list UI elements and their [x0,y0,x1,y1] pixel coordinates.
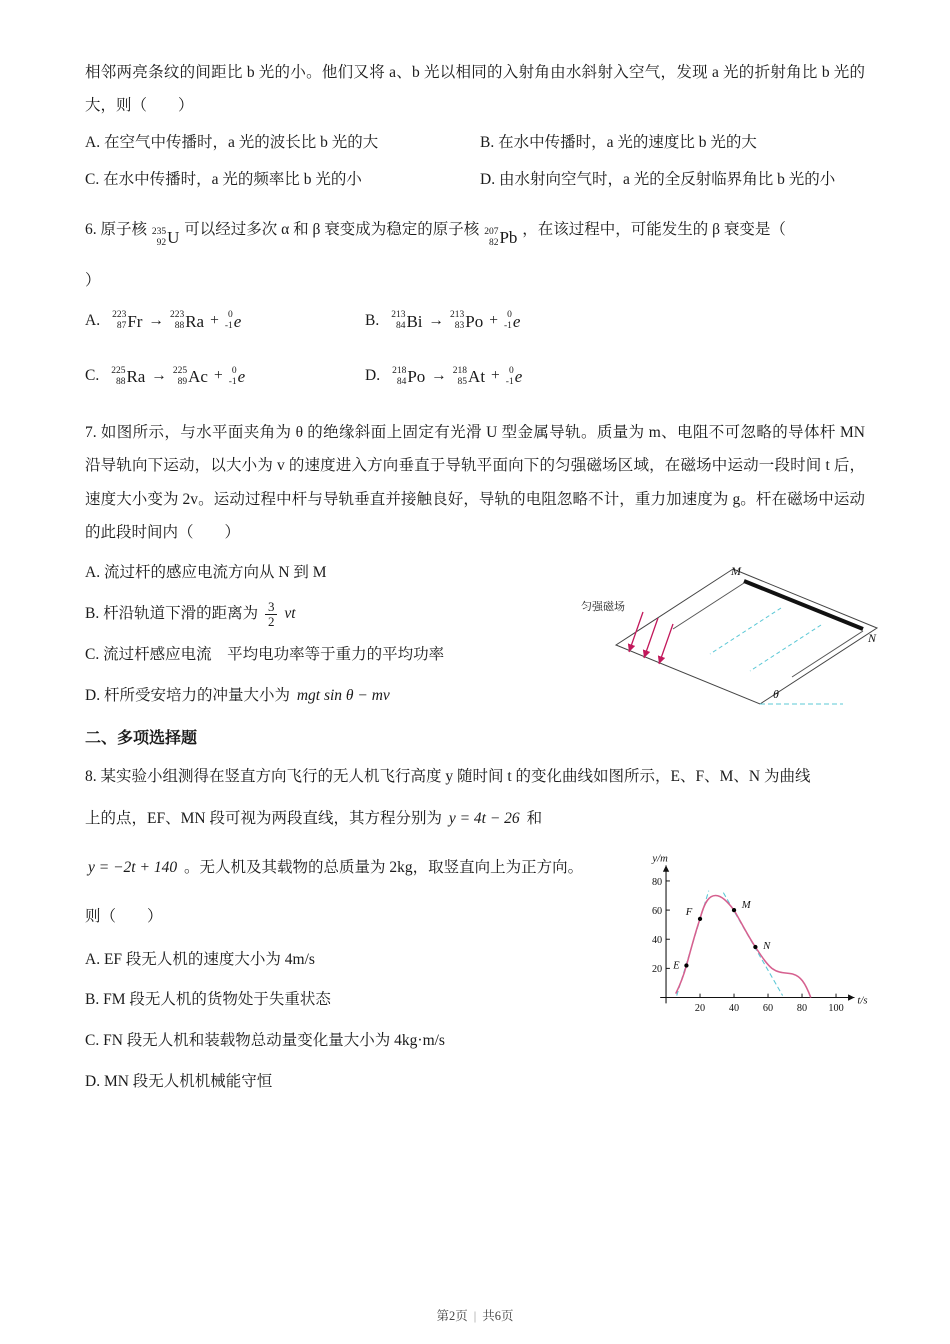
atomic-number: -1 [504,321,512,332]
q5-options [85,131,865,194]
element-symbol: U [167,227,180,247]
element-symbol: At [468,366,486,386]
y-tick-label: 80 [651,877,663,889]
page-content [85,56,877,1107]
y-tick-label: 60 [651,906,663,918]
point-n-label: N [763,940,771,953]
arrow: → [431,367,447,385]
x-tick-label: 100 [828,1003,844,1015]
fraction-numerator: 3 [265,600,278,615]
q7-figure [581,562,883,724]
point-n [753,945,757,949]
plus: + [489,311,498,329]
q6-option-b [365,308,865,335]
footer-divider: | [473,1309,477,1323]
field-arrow [659,624,673,664]
atomic-number: -1 [505,376,514,387]
element-symbol: e [233,311,242,331]
x-tick-label: 80 [796,1003,808,1015]
y-ticks [652,877,670,975]
label-m: M [731,564,741,579]
option-label: A. [85,311,101,329]
plus: + [213,367,223,385]
nuclide-lhs [111,363,145,390]
atomic-number: 87 [116,321,127,332]
q8-option-d: D. MN 段无人机机械能守恒 [85,1072,273,1090]
option-label: B. [365,311,380,329]
atomic-number: 92 [156,238,167,249]
nuclide-lhs [391,308,422,335]
q5-option-c: C. 在水中传播时，a 光的频率比 b 光的小 [85,171,362,189]
y-tick-label: 20 [651,964,663,976]
element-symbol: Po [407,366,426,386]
x-axis-label: t/s [857,994,868,1007]
field-boundary-dashed-2 [750,625,821,671]
point-m [732,908,736,912]
mass-number: 225 [172,365,188,376]
nuclide-rhs [170,308,204,335]
rod-mn [744,581,863,629]
arrow: → [148,311,164,329]
page-footer [0,1306,950,1324]
q6-option-c [85,363,365,390]
q7-block [85,416,877,711]
nuclide-lhs [112,308,142,335]
footer-page-total: 共6页 [482,1309,514,1323]
q8-line1: 8. 某实验小组测得在竖直方向飞行的无人机飞行高度 y 随时间 t 的变化曲线如图所示，E、F、M、N 为曲线 [85,768,811,786]
arrow: → [151,367,167,385]
q7-option-c: C. 流过杆感应电流 平均电功率等于重力的平均功率 [85,645,445,663]
q6-options [85,308,865,390]
mass-number: 225 [111,365,126,376]
element-symbol: e [237,366,246,386]
q6-option-a [85,308,365,335]
atomic-number: 88 [115,376,126,387]
x-tick-label: 40 [728,1003,740,1015]
element-symbol: Ac [188,366,208,386]
fraction-denominator: 2 [267,614,275,630]
q5-intro: 相邻两亮条纹的间距比 b 光的小。他们又将 a、b 光以相同的入射角由水斜射入空气，发现 a 光的折射角比 b 光的大，则（ ） [85,64,865,115]
element-symbol: Po [465,311,484,331]
element-symbol: Ra [185,311,205,331]
mass-number: 0 [508,365,514,376]
element-symbol: e [512,311,521,331]
footer-page-number: 第2页 [436,1309,468,1323]
q8-option-b: B. FM 段无人机的货物处于失重状态 [85,991,331,1009]
option-label: D. [365,367,381,385]
element-symbol: Bi [406,311,423,331]
atomic-number: 88 [174,321,185,332]
atomic-number: -1 [228,376,237,387]
mass-number: 0 [507,310,512,321]
label-n: N [867,631,877,646]
nuclide-rhs [450,308,483,335]
section-heading: 二、多项选择题 [85,730,198,748]
field-arrow [644,618,658,658]
y-tick-label: 40 [651,935,663,947]
atomic-number: -1 [224,321,233,332]
q6-text-mid: 可以经过多次 α 和 β 衰变成为稳定的原子核 [184,221,480,239]
q8-line2-and: 和 [526,809,543,827]
nuclide-electron [229,363,245,390]
element-symbol: Pb [499,227,518,247]
q8-equation-ef: y = 4t − 26 [448,809,520,827]
nuclide-pb207 [484,220,517,257]
atomic-number: 84 [396,376,407,387]
q8-line2-text: 上的点，EF、MN 段可视为两段直线，其方程分别为 [85,809,442,827]
mass-number: 0 [228,310,233,321]
q8-line3 [85,851,630,884]
rail-left [673,583,744,629]
x-tick-label: 60 [762,1003,774,1015]
atomic-number: 89 [177,376,188,387]
flight-height-chart [633,846,871,1048]
point-e [684,964,688,968]
mass-number: 235 [151,227,167,238]
fraction-three-halves [265,600,278,630]
element-symbol: Fr [127,311,143,331]
q6-option-d [365,363,865,390]
q5-option-a: A. 在空气中传播时，a 光的波长比 b 光的大 [85,133,379,151]
q8-equation-mn: y = −2t + 140 [88,859,178,877]
q7-option-d-formula: mgt sin θ − mv [296,686,390,704]
mass-number: 0 [231,365,237,376]
nuclide-electron [225,308,241,335]
incline-diagram [581,562,883,724]
x-tick-label: 20 [694,1003,706,1015]
q8-block [85,760,868,1097]
q6-intro [85,213,865,256]
atomic-number: 84 [395,321,406,332]
q8-line4: 则（ ） [85,908,163,926]
point-f [698,917,702,921]
mass-number: 213 [450,310,465,321]
element-symbol: Ra [126,366,146,386]
field-arrow [629,612,643,652]
element-symbol: e [514,366,523,386]
mass-number: 207 [484,227,499,238]
plus: + [491,367,500,385]
q8-option-c: C. FN 段无人机和装载物总动量变化量大小为 4kg·m/s [85,1032,445,1050]
rail-right [792,631,863,677]
point-e-label: E [673,959,680,972]
y-axis-label: y/m [652,852,668,865]
inclined-plane [616,569,877,704]
mass-number: 218 [452,365,468,376]
arrow: → [428,311,445,329]
nuclide-u235 [152,220,180,257]
q7-option-b-text: B. 杆沿轨道下滑的距离为 [85,605,259,623]
q7-option-a: A. 流过杆的感应电流方向从 N 到 M [85,564,327,582]
q6-text-pre: 6. 原子核 [85,221,148,239]
q5-option-b: B. 在水中传播时，a 光的速度比 b 光的大 [480,133,757,151]
q8-line3-text: 。无人机及其载物的总质量为 2kg，取竖直向上为正方向。 [183,859,584,877]
q8-figure [633,846,871,1048]
field-boundary-dashed-1 [710,608,781,654]
plus: + [210,311,219,329]
q8-option-a: A. EF 段无人机的速度大小为 4m/s [85,950,315,968]
mass-number: 213 [391,310,406,321]
q8-line2 [85,802,630,835]
field-label: 匀强磁场 [581,601,625,614]
atomic-number: 82 [488,238,499,249]
option-label: C. [85,367,100,385]
nuclide-rhs [173,363,208,390]
q7-option-d-text: D. 杆所受安培力的冲量大小为 [85,686,290,704]
q5-option-d: D. 由水射向空气时，a 光的全反射临界角比 b 光的小 [480,171,836,189]
atomic-number: 83 [454,321,465,332]
mass-number: 223 [169,310,185,321]
q6-text-post: ，在该过程中，可能发生的 β 衰变是（ [522,221,786,239]
q7-body: 7. 如图所示，与水平面夹角为 θ 的绝缘斜面上固定有光滑 U 型金属导轨。质量为 m、电阻不可忽略的导体杆 MN 沿导轨向下运动，以大小为 v 的速度进入方向垂直于导轨平面向下的匀强磁场区域，在磁场中运动一段时间 t 后，速度大小变为 2v。运动过程中杆与导轨垂直并接触良好，导轨的电阻忽略不计，重力加速度为 g。杆在磁场中运动的此段时间内（ ） [85,424,865,542]
nuclide-electron [506,363,522,390]
q7-option-b-variable: vt [284,605,296,623]
q6-close-paren: ） [85,272,101,290]
mass-number: 223 [112,310,127,321]
point-m-label: M [741,899,751,912]
x-ticks [695,994,844,1014]
nuclide-electron [504,308,520,335]
mass-number: 218 [392,365,407,376]
point-f-label: F [685,906,693,919]
nuclide-lhs [392,363,425,390]
atomic-number: 85 [457,376,468,387]
nuclide-rhs [453,363,485,390]
theta-label: θ [773,687,779,702]
